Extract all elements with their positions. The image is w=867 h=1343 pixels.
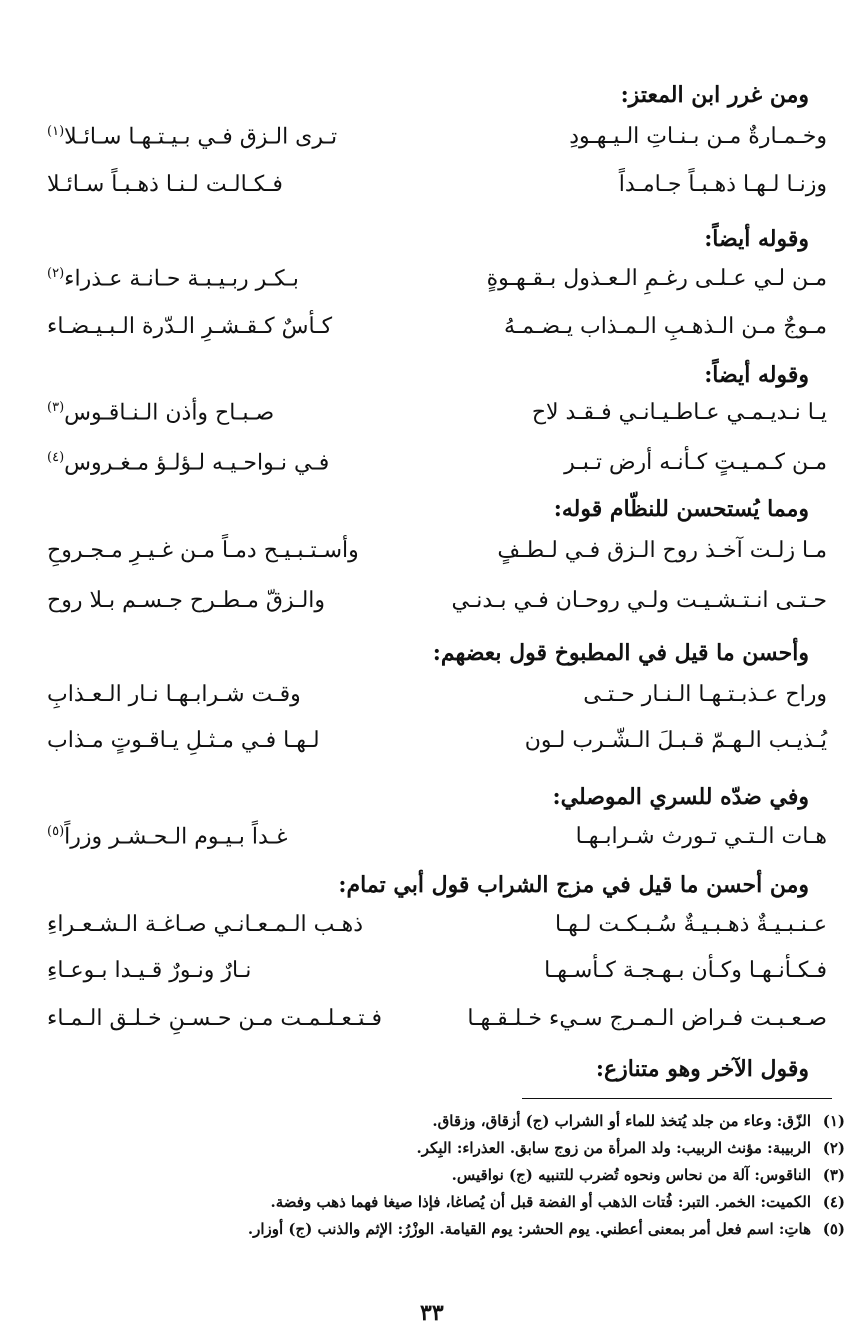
section-intro: وقوله أيضاً:: [704, 226, 809, 252]
page-number: ٣٣: [420, 1300, 444, 1326]
verse-first-hemistich: مـن كـمـيـتٍ كـأنـه أرض تـبـر: [564, 450, 827, 475]
verse-first-hemistich: هـات الـتـي تـورث شـرابـهـا: [575, 824, 827, 849]
verse-first-hemistich: مـوجٌ مـن الـذهـبِ الـمـذاب يـضـمـهُ: [503, 314, 827, 339]
footnote-text: الربيبة: مؤنث الربيب: ولد المرأة من زوج سابق. العذراء: البِكر.: [416, 1139, 811, 1157]
verse-line: [37, 912, 827, 956]
verse-first-hemistich: صـعـبـت فـراض الـمـرج سـيء خـلـقـهـا: [467, 1006, 827, 1031]
verse-first-hemistich: يُـذيـب الـهـمّ قـبـلَ الـشّـرب لـون: [524, 728, 827, 753]
verse-second-hemistich: والـزقّ مـطـرح جـسـم بـلا روح: [47, 588, 326, 613]
footnote: [25, 1108, 845, 1135]
section-intro: ومن غرر ابن المعتز:: [620, 82, 809, 108]
section-intro: ومما يُستحسن للنظّام قوله:: [553, 496, 809, 522]
verse-second-hemistich: [47, 124, 337, 149]
footnote-number: (٣): [822, 1166, 845, 1184]
verse-second-hemistich: نـارٌ ونـورٌ قـيـدا بـوعـاءِ: [47, 958, 252, 983]
verse-first-hemistich: وزنـا لـهـا ذهـبـاً جـامـداً: [618, 172, 827, 197]
footnote-marker: (١): [47, 124, 65, 139]
footnote-number: (٥): [822, 1220, 845, 1238]
verse-second-hemistich: [47, 266, 299, 291]
section-intro: وفي ضدّه للسري الموصلي:: [552, 784, 809, 810]
footnote-text: الزّق: وعاء من جلد يُتخذ للماء أو الشراب (ج) أزقاق، وزقاق.: [432, 1112, 811, 1130]
section-intro: وأحسن ما قيل في المطبوخ قول بعضهم:: [432, 640, 809, 666]
verse-second-hemistich: ذهـب الـمـعـانـي صـاغـة الـشـعـراءِ: [47, 912, 364, 937]
footnote-divider: [522, 1098, 832, 1099]
verse-line: [37, 266, 827, 310]
verse-line: [37, 958, 827, 1002]
verse-second-hemistich: كـأسٌ كـقـشـرِ الـدّرة الـبـيـضـاء: [47, 314, 333, 339]
verse-line: [37, 824, 827, 868]
footnote-number: (١): [822, 1112, 845, 1130]
verse-line: [37, 400, 827, 444]
footnote: [25, 1162, 845, 1189]
footnote-marker: (٥): [47, 824, 65, 839]
verse-second-hemistich: [47, 450, 329, 475]
footnote-marker: (٢): [47, 266, 65, 281]
footnote-number: (٤): [822, 1193, 845, 1211]
footnote-text: هاتِ: اسم فعل أمر بمعنى أعطني. يوم الحشر: يوم القيامة. الوزْرُ: الإثم والذنب (ج) أوزار.: [247, 1220, 811, 1238]
verse-line: [37, 588, 827, 632]
footnote-marker: (٣): [47, 400, 65, 415]
verse-text: غـداً بـيـوم الـحـشـر وزراً: [64, 824, 288, 850]
verse-second-hemistich: وأسـتـبـيـح دمـاً مـن غـيـرِ مـجـروحِ: [47, 538, 359, 563]
footnote: [25, 1216, 845, 1243]
verse-line: [37, 538, 827, 582]
verse-first-hemistich: وراح عـذبـتـهـا الـنـار حـتـى: [583, 682, 827, 707]
verse-second-hemistich: فـتـعـلـمـت مـن حـسـنِ خـلـق الـمـاء: [47, 1006, 383, 1031]
verse-first-hemistich: يـا نـديـمـي عـاطـيـانـي فـقـد لاح: [531, 400, 827, 425]
section-intro: ومن أحسن ما قيل في مزج الشراب قول أبي تمام:: [338, 872, 809, 898]
verse-first-hemistich: حـتـى انـتـشـيـت ولـي روحـان فـي بـدنـي: [451, 588, 827, 613]
verse-text: تـرى الـزق فـي بـيـتـهـا سـائـلا: [64, 124, 338, 150]
section-intro: وقوله أيضاً:: [704, 362, 809, 388]
verse-second-hemistich: لـهـا فـي مـثـلِ يـاقـوتٍ مـذاب: [47, 728, 320, 753]
footnote: [25, 1135, 845, 1162]
verse-line: [37, 682, 827, 726]
footnote-marker: (٤): [47, 450, 65, 465]
verse-first-hemistich: وخـمـارةٌ مـن بـنـاتِ الـيـهـودِ: [569, 124, 827, 149]
verse-line: [37, 172, 827, 216]
verse-second-hemistich: فـكـالـت لـنـا ذهـبـاً سـائـلا: [47, 172, 283, 197]
verse-first-hemistich: مـا زلـت آخـذ روح الـزق فـي لـطـفٍ: [497, 538, 827, 563]
verse-first-hemistich: فـكـأنـهـا وكـأن بـهـجـة كـأسـهـا: [544, 958, 827, 983]
verse-first-hemistich: مـن لـي عـلـى رغـمِ الـعـذول بـقـهـوةٍ: [486, 266, 827, 291]
verse-text: صـبـاح وأذن الـنـاقـوس: [64, 400, 275, 426]
verse-second-hemistich: [47, 400, 274, 425]
verse-line: [37, 728, 827, 772]
footnote: [25, 1189, 845, 1216]
footnote-text: الناقوس: آلة من نحاس ونحوه تُضرب للتنبيه (ج) نواقيس.: [451, 1166, 811, 1184]
verse-line: [37, 450, 827, 494]
footnote-text: الكميت: الخمر. التبر: فُتات الذهب أو الفضة قبل أن يُصاغا، فإذا صيغا فهما ذهب وفضة.: [270, 1193, 811, 1211]
verse-second-hemistich: وقـت شـرابـهـا نـار الـعـذابِ: [47, 682, 301, 707]
verse-first-hemistich: عـنـبـيـةٌ ذهـبـيـةٌ سُـبـكـت لـهـا: [554, 912, 827, 937]
verse-text: بـكـر ربـيـبـة حـانـة عـذراء: [64, 266, 299, 292]
section-intro: وقول الآخر وهو متنازع:: [595, 1056, 809, 1082]
footnote-number: (٢): [822, 1139, 845, 1157]
footnotes: [25, 1108, 845, 1243]
verse-line: [37, 124, 827, 168]
verse-line: [37, 314, 827, 358]
verse-line: [37, 1006, 827, 1050]
verse-text: فـي نـواحـيـه لـؤلـؤ مـغـروس: [64, 450, 330, 476]
verse-second-hemistich: [47, 824, 287, 849]
